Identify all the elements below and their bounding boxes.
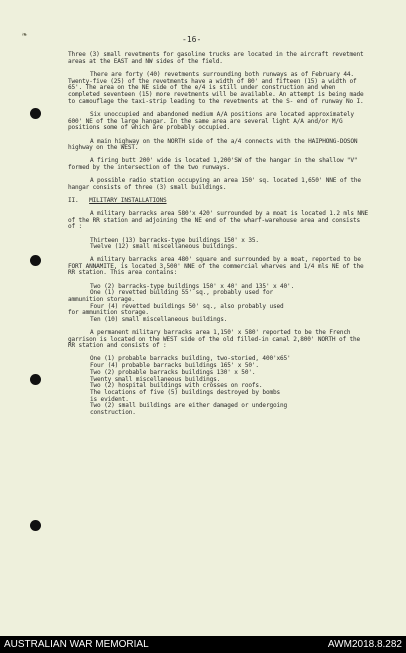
footer-source: AUSTRALIAN WAR MEMORIAL	[4, 639, 149, 650]
punch-hole	[30, 520, 41, 531]
paragraph-gasoline-revetments: Three (3) small revetments for gasoline trucks are located in the aircraft revetment areas at the EAST and NW sides of the field.	[68, 51, 364, 65]
list-item: Thirteen (13) barracks-type buildings 150' x 35.	[90, 236, 259, 244]
paragraph-barracks-moat: A military barracks area 580'x 420' surrounded by a moat is located 1.2 mls NNE of the RR station and adjoining the NE end of the wharf-warehouse area and consists of :	[68, 209, 368, 231]
section-heading	[68, 198, 368, 205]
paragraph-revetments: There are forty (40) revetments surrounding both runways as of February 44. Twenty-five (25) of the revetments have a width of 80' and fifteen (15) a width of 65'. The area on the NE side of the e/4 is still under construction and when completed seventeen (15) more revetments will be available. An attempt is being made to camouflage the taxi-strip leading to the revetments at the S- end of runway No I.	[68, 70, 364, 105]
list-item: Twenty small miscellaneous buildings.	[90, 375, 221, 383]
paragraph-firing-butt: A firing butt 200' wide is located 1,200'SW of the hangar in the shallow "V" formed by the intersection of the two runways.	[68, 157, 358, 172]
paragraph-fort-annamite: A military barracks area 480' square and surrounded by a moat, reported to be FORT ANNAMITE, is located 3,500' NNE of the commercial wharves and 1/4 mls NE of the RR station. This area contains:	[68, 255, 364, 277]
list-item: One (1) revetted building 55' sq., probably used for	[90, 289, 273, 297]
paragraph-radio-station: A possible radio station occupying an area 150' sq. located 1,650' NNE of the hangar consists of three (3) small buildings.	[68, 177, 361, 192]
footer-bar	[0, 636, 406, 653]
list-item: The locations of five (5) buildings destroyed by bombs	[90, 388, 281, 396]
list-item: Two (2) probable barracks buildings 130' x 50'.	[90, 368, 256, 376]
punch-hole	[30, 108, 41, 119]
corner-mark: ❧	[22, 30, 28, 40]
list-item: Ten (10) small miscellaneous buildings.	[90, 316, 228, 324]
list-item: Two (2) small buildings are either damaged or undergoing	[90, 402, 288, 410]
paragraph-french-garrison: A permanent military barracks area 1,150' x 580' reported to be the French garrison is located on the WEST side of the old filled-in canal 2,800' NORTH of the RR station and consists of :	[68, 328, 361, 350]
list-item: for ammunition storage.	[68, 309, 149, 317]
list-barracks-2	[68, 284, 368, 324]
list-item: Four (4) probable barracks buildings 165' x 50'.	[90, 362, 259, 370]
list-garrison	[68, 356, 368, 416]
paragraph-highway: A main highway on the NORTH side of the a/4 connects with the HAIPHONG-DOSON highway on the WEST.	[68, 137, 358, 152]
section-title: MILITARY INSTALLATIONS	[89, 197, 167, 205]
paragraph-aa-positions: Six unoccupied and abandoned medium A/A positions are located approximately 600' NE of the large hangar. In the same area are several light A/A and/or M/G positions some of which are probably occupied.	[68, 110, 354, 132]
punch-hole	[30, 255, 41, 266]
list-barracks-1	[68, 238, 368, 251]
list-item: Four (4) revetted buildings 50' sq., also probably used	[90, 302, 284, 310]
page-number: -16-	[182, 35, 202, 44]
document-body	[68, 52, 368, 423]
punch-hole	[30, 374, 41, 385]
list-item: construction.	[90, 409, 136, 417]
list-item: Two (2) barracks-type buildings 150' x 40' and 135' x 40'.	[90, 282, 295, 290]
footer-accession-id: AWM2018.8.282	[327, 639, 402, 650]
list-item: is evident.	[90, 395, 129, 403]
list-item: Two (2) hospital buildings with crosses on roofs.	[90, 382, 263, 390]
list-item: ammunition storage.	[68, 295, 135, 303]
list-item: Twelve (12) small miscellaneous buildings.	[90, 243, 238, 251]
list-item: One (1) probable barracks building, two-storied, 400'x65'	[90, 355, 291, 363]
section-number: II.	[68, 197, 79, 205]
